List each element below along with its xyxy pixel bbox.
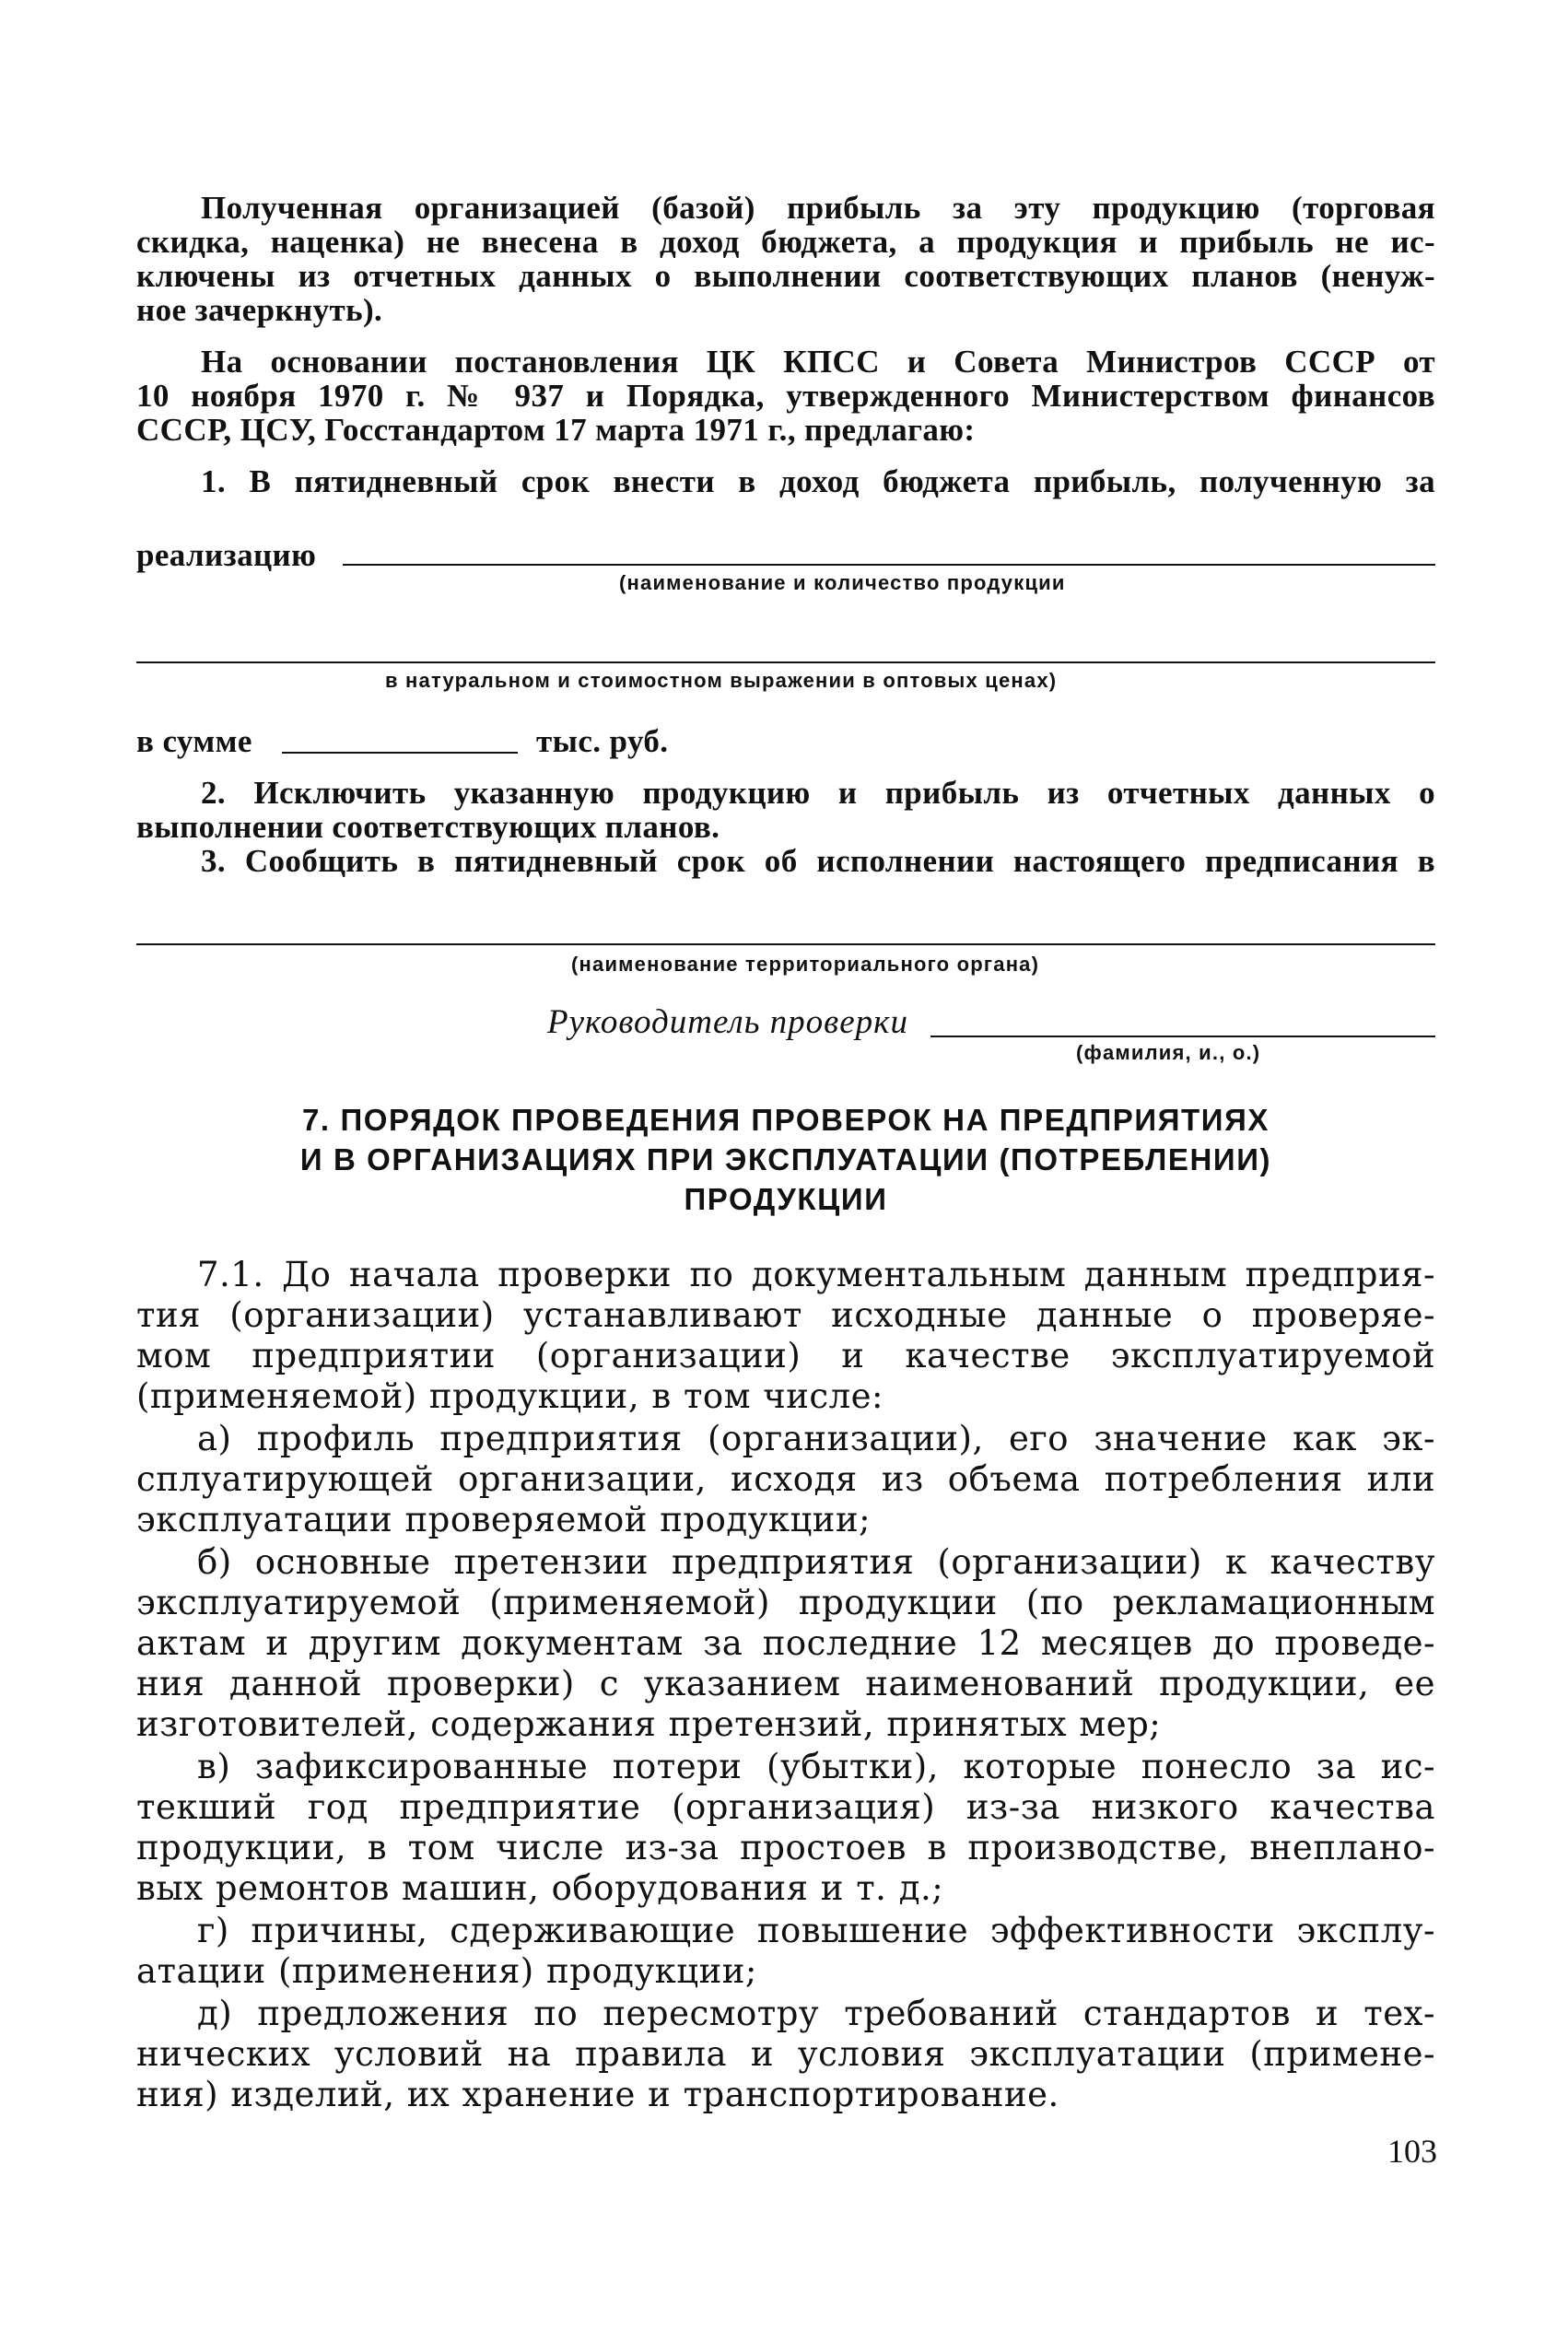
section-heading-line: И В ОРГАНИЗАЦИЯХ ПРИ ЭКСПЛУАТАЦИИ (ПОТРЕБЛЕНИИ) (299, 1142, 1272, 1176)
natural-value-caption: в натуральном и стоимостном выражении в оптовых ценах) (385, 669, 1058, 692)
territorial-body-fill-line[interactable] (136, 943, 1435, 945)
paragraph-line: ния данной проверки) с указанием наименований продукции, ее (136, 1664, 1435, 1703)
paragraph-line: продукции, в том числе из-за простоев в производстве, внеплано- (136, 1828, 1435, 1867)
surname-caption: (фамилия, и., о.) (1076, 1041, 1261, 1064)
paragraph-line: в) зафиксированные потери (убытки), которые понесло за ис- (197, 1747, 1435, 1786)
intro-line: скидка, наценка) не внесена в доход бюджета, а продукция и прибыль не ис- (136, 224, 1435, 260)
intro-line: ключены из отчетных данных о выполнении соответствующих планов (ненуж- (136, 258, 1435, 294)
paragraph-line: сплуатирующей организации, исходя из объема потребления или (136, 1459, 1435, 1499)
item-2-line: 2. Исключить указанную продукцию и прибыль из отчетных данных о (201, 775, 1435, 811)
realization-label: реализацию (136, 537, 317, 573)
sum-label: в сумме (136, 723, 252, 759)
page-number: 103 (1387, 2133, 1437, 2170)
paragraph-line: г) причины, сдерживающие повышение эффективности эксплу- (197, 1911, 1435, 1950)
paragraph-line: эксплуатации проверяемой продукции; (136, 1500, 872, 1539)
realization-fill-line[interactable] (343, 564, 1435, 566)
item-2-line: выполнении соответствующих планов. (136, 809, 720, 845)
sum-fill-line[interactable] (282, 752, 518, 754)
intro-line: ное зачеркнуть). (136, 292, 383, 328)
paragraph-line: изготовителей, содержания претензий, принятых мер; (136, 1704, 1162, 1744)
paragraph-line: актам и другим документам за последние 12 месяцев до проведе- (136, 1623, 1435, 1663)
inspection-head-label: Руководитель проверки (547, 1003, 908, 1041)
paragraph-line: тия (организации) устанавливают исходные данные о проверяе- (136, 1295, 1435, 1335)
product-value-fill-line[interactable] (136, 661, 1435, 663)
signature-fill-line[interactable] (930, 1036, 1435, 1037)
paragraph-line: а) профиль предприятия (организации), его значение как эк- (197, 1419, 1435, 1458)
paragraph-line: ния) изделий, их хранение и транспортирование. (136, 2075, 1059, 2114)
paragraph-line: нических условий на правила и условия эксплуатации (примене- (136, 2034, 1435, 2074)
basis-line: На основании постановления ЦК КПСС и Совета Министров СССР от (201, 344, 1435, 380)
paragraph-line: эксплуатируемой (применяемой) продукции (по рекламационным (136, 1583, 1435, 1622)
basis-line: 10 ноября 1970 г. № 937 и Порядка, утвержденного Министерством финансов (136, 378, 1435, 414)
sum-unit: тыс. руб. (536, 723, 669, 759)
paragraph-line: атации (применения) продукции; (136, 1951, 757, 1991)
paragraph-line: текший год предприятие (организация) из-за низкого качества (136, 1787, 1435, 1827)
territorial-body-caption: (наименование территориального органа) (571, 953, 1040, 976)
section-heading-line: 7. ПОРЯДОК ПРОВЕДЕНИЯ ПРОВЕРОК НА ПРЕДПРИЯТИЯХ (301, 1103, 1270, 1137)
intro-line: Полученная организацией (базой) прибыль за эту продукцию (торговая (201, 190, 1435, 226)
item-1-text: 1. В пятидневный срок внести в доход бюджета прибыль, полученную за (201, 463, 1435, 499)
product-name-caption: (наименование и количество продукции (619, 571, 1066, 594)
section-heading-line: ПРОДУКЦИИ (684, 1182, 888, 1216)
paragraph-line: б) основные претензии предприятия (организации) к качеству (197, 1542, 1435, 1582)
paragraph-line: (применяемой) продукции, в том числе: (136, 1376, 883, 1416)
basis-line: СССР, ЦСУ, Госстандартом 17 марта 1971 г., предлагаю: (136, 412, 976, 448)
paragraph-line: вых ремонтов машин, оборудования и т. д.; (136, 1868, 944, 1908)
paragraph-line: мом предприятии (организации) и качестве эксплуатируемой (136, 1336, 1435, 1375)
item-3-text: 3. Сообщить в пятидневный срок об исполнении настоящего предписания в (201, 843, 1435, 879)
paragraph-line: д) предложения по пересмотру требований стандартов и тех- (197, 1994, 1435, 2033)
paragraph-line: 7.1. До начала проверки по документальным данным предприя- (197, 1255, 1435, 1294)
